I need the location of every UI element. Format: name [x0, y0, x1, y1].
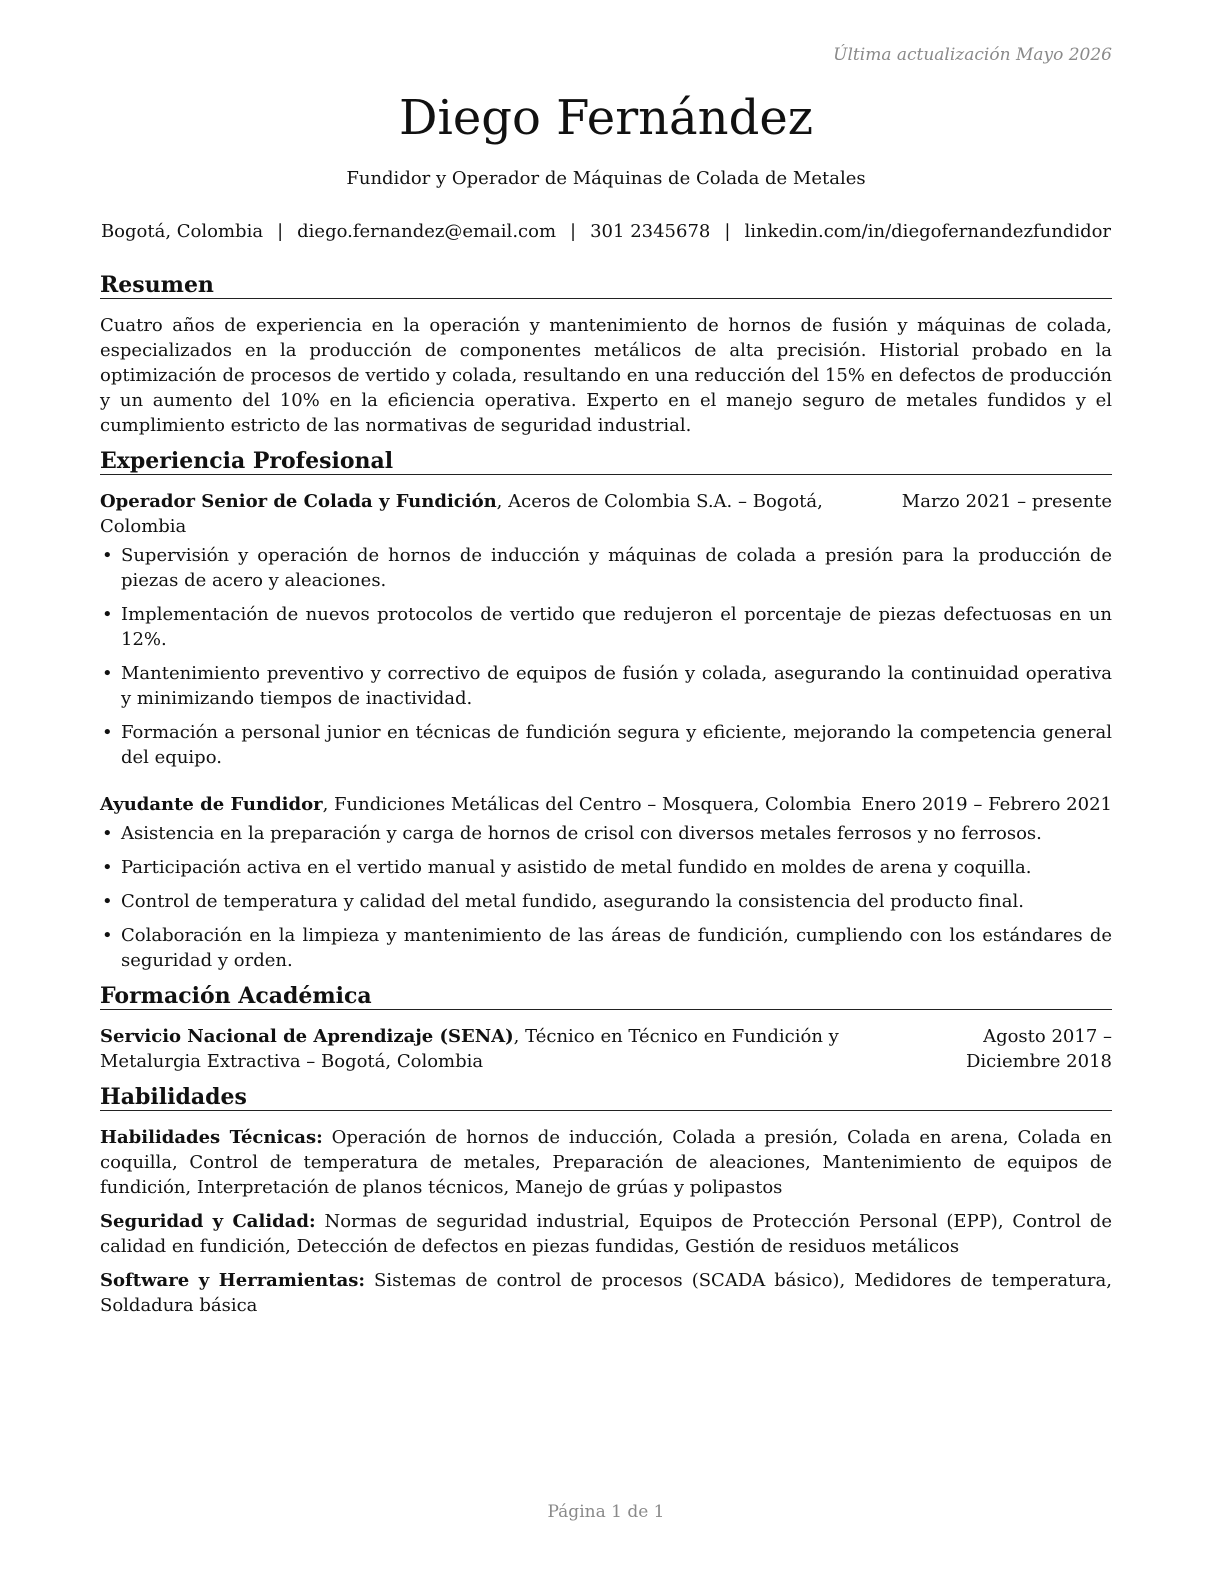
skill-group: [100, 1125, 1112, 1200]
skill-text: Sistemas de control de procesos (SCADA básico), Medidores de temperatura, Soldadura básica: [100, 1270, 1112, 1316]
list-item: • Colaboración en la limpieza y mantenimiento de las áreas de fundición, cumpliendo con los estándares de seguridad y orden.: [100, 923, 1112, 973]
summary-text: Cuatro años de experiencia en la operación y mantenimiento de hornos de fusión y máquinas de colada, especializados en la producción de componentes metálicos de alta precisión. Historial probado en la optimización de procesos de vertido y colada, resultando en una reducción del 15% en defectos de producción y un aumento del 10% en la eficiencia operativa. Experto en el manejo seguro de metales fundidos y el cumplimiento estricto de las normativas de seguridad industrial.: [100, 315, 1112, 436]
job-entry: [100, 489, 1112, 770]
skill-label: Software y Herramientas:: [100, 1270, 366, 1291]
skill-text: Operación de hornos de inducción, Colada a presión, Colada en arena, Colada en coquilla, Control de temperatura de metales, Preparación de aleaciones, Mantenimiento de equipos de fundición, Interpretación de planos técnicos, Manejo de grúas y polipastos: [100, 1127, 1112, 1198]
skill-label: Habilidades Técnicas:: [100, 1127, 323, 1148]
skill-label: Seguridad y Calidad:: [100, 1211, 316, 1232]
location: Bogotá, Colombia: [100, 221, 264, 242]
linkedin: linkedin.com/in/diegofernandezfundidor: [744, 221, 1112, 242]
education-dates: Agosto 2017 – Diciembre 2018: [965, 1026, 1112, 1072]
summary-heading: Resumen: [100, 272, 1112, 299]
list-item: • Mantenimiento preventivo y correctivo de equipos de fusión y colada, asegurando la continuidad operativa y minimizando tiempos de inactividad.: [100, 661, 1112, 711]
list-item: • Supervisión y operación de hornos de inducción y máquinas de colada a presión para la producción de piezas de acero y aleaciones.: [100, 543, 1112, 593]
education-institution: Servicio Nacional de Aprendizaje (SENA): [100, 1026, 514, 1047]
list-item: • Control de temperatura y calidad del metal fundido, asegurando la consistencia del producto final.: [100, 889, 1112, 914]
separator: |: [570, 221, 577, 242]
page-number: Página 1 de 1: [547, 1502, 665, 1522]
job-dates: Enero 2019 – Febrero 2021: [861, 794, 1112, 815]
education-detail: , Técnico en Técnico en Fundición y Metalurgia Extractiva – Bogotá, Colombia: [100, 1026, 839, 1072]
skill-group: [100, 1209, 1112, 1259]
job-header: [100, 792, 1112, 817]
candidate-name: Diego Fernández: [398, 90, 814, 146]
skill-group: [100, 1268, 1112, 1318]
experience-heading: Experiencia Profesional: [100, 448, 1112, 475]
last-updated: Última actualización Mayo 2026: [833, 45, 1112, 65]
experience-section: [100, 448, 1112, 973]
job-title: Fundidor y Operador de Máquinas de Colada de Metales: [346, 168, 866, 189]
job-entry: [100, 792, 1112, 973]
job-company: , Fundiciones Metálicas del Centro – Mosquera, Colombia: [322, 794, 852, 815]
skills-heading: Habilidades: [100, 1084, 1112, 1111]
summary-section: [100, 272, 1112, 438]
job-role: Operador Senior de Colada y Fundición: [100, 491, 497, 512]
resume-body: [100, 272, 1112, 1328]
separator: |: [724, 221, 731, 242]
list-item: • Implementación de nuevos protocolos de vertido que redujeron el porcentaje de piezas defectuosas en un 12%.: [100, 602, 1112, 652]
job-header: [100, 489, 1112, 539]
list-item: • Asistencia en la preparación y carga de hornos de crisol con diversos metales ferrosos y no ferrosos.: [100, 821, 1112, 846]
education-heading: Formación Académica: [100, 983, 1112, 1010]
phone: 301 2345678: [590, 221, 711, 242]
job-role: Ayudante de Fundidor: [100, 794, 323, 815]
job-company: , Aceros de Colombia S.A. – Bogotá, Colombia: [100, 491, 823, 537]
email: diego.fernandez@email.com: [297, 221, 557, 242]
education-entry: [100, 1024, 1112, 1074]
education-section: [100, 983, 1112, 1074]
list-item: • Participación activa en el vertido manual y asistido de metal fundido en moldes de arena y coquilla.: [100, 855, 1112, 880]
job-bullets: [100, 821, 1112, 973]
job-dates: Marzo 2021 – presente: [901, 491, 1112, 512]
separator: |: [277, 221, 284, 242]
job-bullets: [100, 543, 1112, 770]
skills-section: [100, 1084, 1112, 1318]
contact-line: [100, 219, 1112, 244]
list-item: • Formación a personal junior en técnicas de fundición segura y eficiente, mejorando la competencia general del equipo.: [100, 720, 1112, 770]
skill-text: Normas de seguridad industrial, Equipos de Protección Personal (EPP), Control de calidad en fundición, Detección de defectos en piezas fundidas, Gestión de residuos metálicos: [100, 1211, 1113, 1257]
